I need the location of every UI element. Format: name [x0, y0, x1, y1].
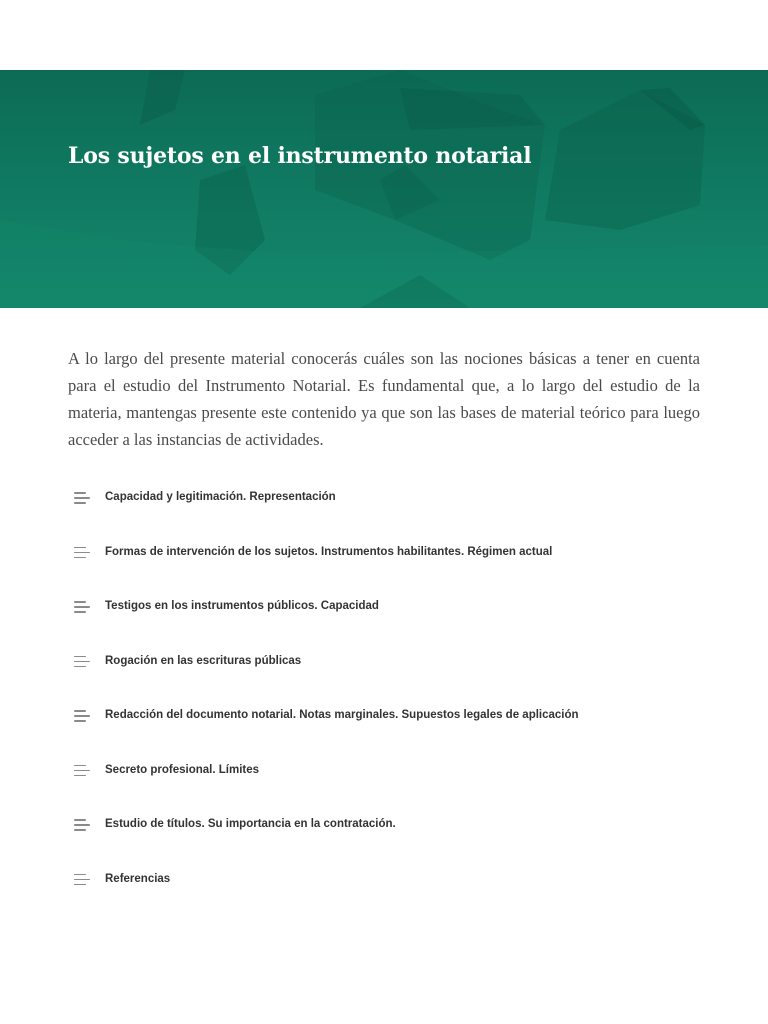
page-title: Los sujetos en el instrumento notarial	[68, 143, 532, 169]
lesson-label: Redacción del documento notarial. Notas marginales. Supuestos legales de aplicación	[105, 709, 579, 721]
intro-paragraph: A lo largo del presente material conocerás cuáles son las nociones básicas a tener en cuenta para el estudio del Instrumento Notarial. Es fundamental que, a lo largo del estudio de la materia, mantengas presente este contenido ya que son las bases de material teórico para luego acceder a las instancias de actividades.	[68, 349, 700, 449]
lesson-lines-icon	[74, 547, 90, 559]
lesson-lines-icon	[74, 492, 90, 504]
lesson-label: Testigos en los instrumentos públicos. Capacidad	[105, 600, 379, 612]
lesson-item-capacidad-legitimacion[interactable]	[0, 470, 768, 525]
lesson-item-estudio-titulos[interactable]	[0, 797, 768, 852]
hero-background-art	[0, 70, 768, 308]
lesson-label: Referencias	[105, 872, 171, 885]
lesson-list	[0, 470, 768, 906]
lesson-label: Rogación en las escrituras públicas	[105, 654, 302, 667]
lesson-item-referencias[interactable]	[0, 852, 768, 907]
lesson-item-rogacion[interactable]	[0, 634, 768, 689]
lesson-label: Secreto profesional. Límites	[105, 763, 260, 776]
lesson-item-testigos[interactable]	[0, 579, 768, 634]
lesson-lines-icon	[74, 710, 90, 722]
lesson-item-formas-intervencion[interactable]	[0, 525, 768, 580]
lesson-lines-icon	[74, 874, 90, 886]
lesson-item-secreto-profesional[interactable]	[0, 743, 768, 798]
lesson-label: Estudio de títulos. Su importancia en la contratación.	[105, 818, 396, 830]
lesson-label: Formas de intervención de los sujetos. Instrumentos habilitantes. Régimen actual	[105, 545, 553, 558]
lesson-lines-icon	[74, 601, 90, 613]
lesson-label: Capacidad y legitimación. Representación	[105, 491, 336, 503]
lesson-item-redaccion[interactable]	[0, 688, 768, 743]
lesson-lines-icon	[74, 765, 90, 777]
lesson-lines-icon	[74, 656, 90, 668]
hero-banner	[0, 70, 768, 308]
lesson-lines-icon	[74, 819, 90, 831]
